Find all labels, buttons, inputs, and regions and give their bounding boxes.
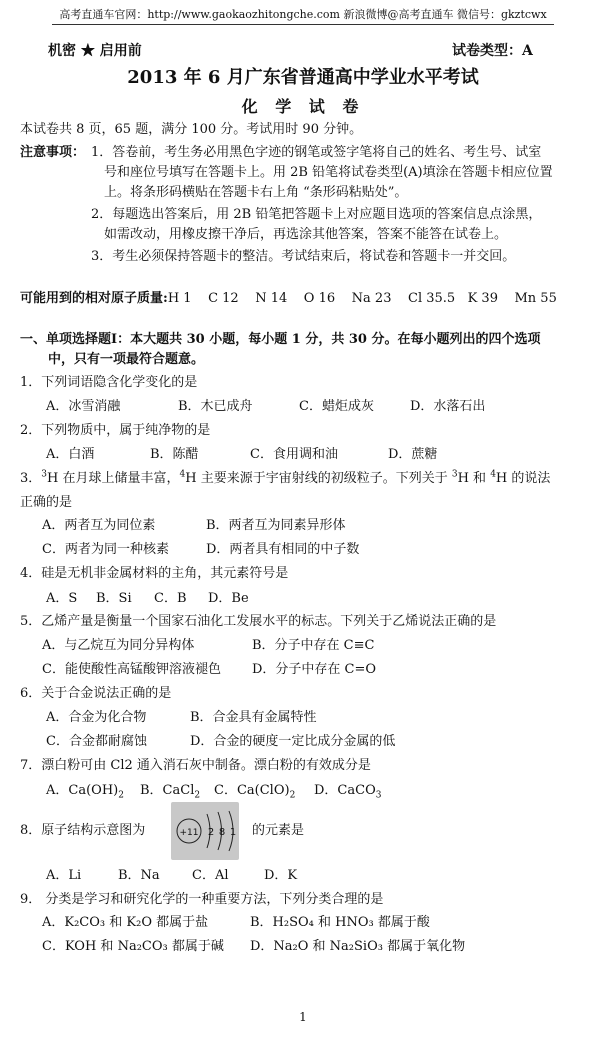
q2-stem: 2．下列物质中，属于纯净物的是 (20, 423, 211, 438)
q7-option-c-sub: 2 (289, 790, 296, 801)
q9-option-a: A．K₂CO₃ 和 K₂O 都属于盐 (42, 915, 209, 930)
q2-option-b: B．陈醋 (150, 447, 199, 462)
q1-option-c: C．蜡炬成灰 (299, 399, 374, 414)
q6-option-a: A．合金为化合物 (46, 710, 147, 725)
q8-option-c: C．Al (192, 868, 229, 883)
q7-option-d-sub: 3 (375, 790, 382, 801)
q3-option-b: B．两者互为同素异形体 (206, 518, 346, 533)
note-1b: 号和座位号填写在答题卡上。用 2B 铅笔将试卷类型(A)填涂在答题卡相应位置 (104, 165, 553, 180)
q7-option-b-text: B．CaCl (140, 783, 195, 798)
shell-electrons-2: 8 (218, 827, 226, 838)
q7-option-a-sub: 2 (118, 790, 124, 801)
q1-option-b: B．木已成舟 (178, 399, 253, 414)
q3-stem (20, 470, 550, 488)
q1-option-a: A．冰雪消融 (46, 399, 121, 414)
note-2b: 如需改动，用橡皮擦干净后，再选涂其他答案，答案不能答在试卷上。 (104, 227, 508, 242)
q4-option-d: D．Be (208, 591, 249, 606)
q9-stem: 9． 分类是学习和研究化学的一种重要方法，下列分类合理的是 (20, 892, 384, 907)
q4-stem: 4．硅是无机非金属材料的主角，其元素符号是 (20, 566, 289, 581)
q7-option-c-text: C．Ca(ClO) (214, 783, 290, 798)
paper-type: 试卷类型：A (452, 43, 533, 59)
q8-option-b: B．Na (118, 868, 160, 883)
atomic-masses-values: H 1 C 12 N 14 O 16 Na 23 Cl 35.5 K 39 Mn 55 (167, 291, 557, 306)
q2-option-a: A．白酒 (46, 447, 95, 462)
q3-sup-3b: 3 (451, 469, 458, 480)
q8-option-a: A．Li (46, 868, 82, 883)
section-heading-line1: 一、单项选择题Ⅰ：本大题共 30 小题，每小题 1 分，共 30 分。在每小题列出的四个选项 (20, 332, 541, 347)
q5-stem: 5．乙烯产量是衡量一个国家石油化工发展水平的标志。下列关于乙烯说法正确的是 (20, 614, 497, 629)
q3-sup-4a: 4 (179, 469, 186, 480)
atomic-masses-label: 可能用到的相对原子质量: (20, 291, 168, 306)
exam-subtitle: 化 学 试 卷 (241, 97, 365, 116)
q6-option-b: B．合金具有金属特性 (190, 710, 317, 725)
note-1c: 上。将条形码横贴在答题卡右上角 “条形码粘贴处”。 (104, 185, 408, 200)
q5-option-d: D．分子中存在 C=O (252, 662, 377, 677)
q6-stem: 6．关于合金说法正确的是 (20, 686, 172, 701)
q3-option-d: D．两者具有相同的中子数 (206, 542, 360, 557)
atom-structure-diagram (171, 802, 239, 860)
q6-option-c: C．合金都耐腐蚀 (46, 734, 147, 749)
shell-electrons-1: 2 (207, 827, 215, 838)
q8-stem-pre: 8．原子结构示意图为 (20, 823, 146, 838)
q5-option-a: A．与乙烷互为同分异构体 (42, 638, 195, 653)
q7-option-b-sub: 2 (194, 790, 201, 801)
note-2a: 2．每题选出答案后，用 2B 铅笔把答题卡上对应题目选项的答案信息点涂黑， (91, 207, 542, 222)
q7-option-d-text: D．CaCO (314, 783, 376, 798)
header-rule (52, 24, 554, 25)
q9-option-b: B．H₂SO₄ 和 HNO₃ 都属于酸 (250, 915, 430, 930)
q3-stem-pre: 3． (20, 471, 42, 486)
q2-option-c: C．食用调和油 (250, 447, 338, 462)
q7-option-d (314, 782, 381, 800)
q1-option-d: D．水落石出 (410, 399, 486, 414)
page-number: 1 (299, 1010, 307, 1024)
atomic-masses (20, 290, 557, 308)
atom-structure-svg (171, 802, 239, 860)
intro-text: 本试卷共 8 页，65 题，满分 100 分。考试用时 90 分钟。 (20, 122, 363, 137)
q9-option-c: C．KOH 和 Na₂CO₃ 都属于碱 (42, 939, 224, 954)
q3-stem-a: H 在月球上储量丰富， (47, 471, 180, 486)
q3-stem-b: H 主要来源于宇宙射线的初级粒子。下列关于 (185, 471, 452, 486)
q3-sup-4b: 4 (490, 469, 496, 480)
q4-option-b: B．Si (96, 591, 132, 606)
q7-option-b (140, 782, 200, 800)
notes-label: 注意事项： (20, 145, 86, 160)
note-1a: 1．答卷前，考生务必用黑色字迹的钢笔或签字笔将自己的姓名、考生号、试室 (91, 145, 542, 160)
q5-option-c: C．能使酸性高锰酸钾溶液褪色 (42, 662, 221, 677)
q1-stem: 1．下列词语隐含化学变化的是 (20, 375, 198, 390)
header-banner: 高考直通车官网：http://www.gaokaozhitongche.com 新浪微博@高考直通车 微信号：gkztcwx (59, 8, 547, 21)
section-heading-line2: 中，只有一项最符合题意。 (48, 352, 205, 367)
q4-option-c: C．B (154, 591, 187, 606)
note-3: 3．考生必须保持答题卡的整洁。考试结束后，将试卷和答题卡一并交回。 (91, 249, 516, 264)
q3-option-a: A．两者互为同位素 (42, 518, 156, 533)
q7-option-a (46, 782, 124, 800)
q8-stem-post: 的元素是 (252, 823, 305, 838)
q2-option-d: D．蔗糖 (388, 447, 438, 462)
q3-stem-d: H 的说法 (495, 471, 551, 486)
nucleus-charge: +11 (179, 828, 199, 838)
q7-option-a-text: A．Ca(OH) (46, 783, 119, 798)
q3-stem-line2: 正确的是 (20, 495, 73, 510)
q4-option-a: A．S (46, 591, 78, 606)
shell-electrons-3: 1 (229, 827, 237, 838)
q3-option-c: C．两者为同一种核素 (42, 542, 169, 557)
exam-title: 2013 年 6 月广东省普通高中学业水平考试 (127, 67, 479, 88)
q3-stem-c: H 和 (457, 471, 491, 486)
q7-stem: 7．漂白粉可由 Cl2 通入消石灰中制备。漂白粉的有效成分是 (20, 758, 371, 773)
q3-sup-3a: 3 (41, 469, 48, 480)
q6-option-d: D．合金的硬度一定比成分金属的低 (190, 734, 396, 749)
q7-option-c (214, 782, 295, 800)
secret-label: 机密 ★ 启用前 (48, 43, 142, 59)
q5-option-b: B．分子中存在 C≡C (252, 638, 375, 653)
q8-option-d: D．K (264, 868, 298, 883)
q9-option-d: D．Na₂O 和 Na₂SiO₃ 都属于氧化物 (250, 939, 466, 954)
